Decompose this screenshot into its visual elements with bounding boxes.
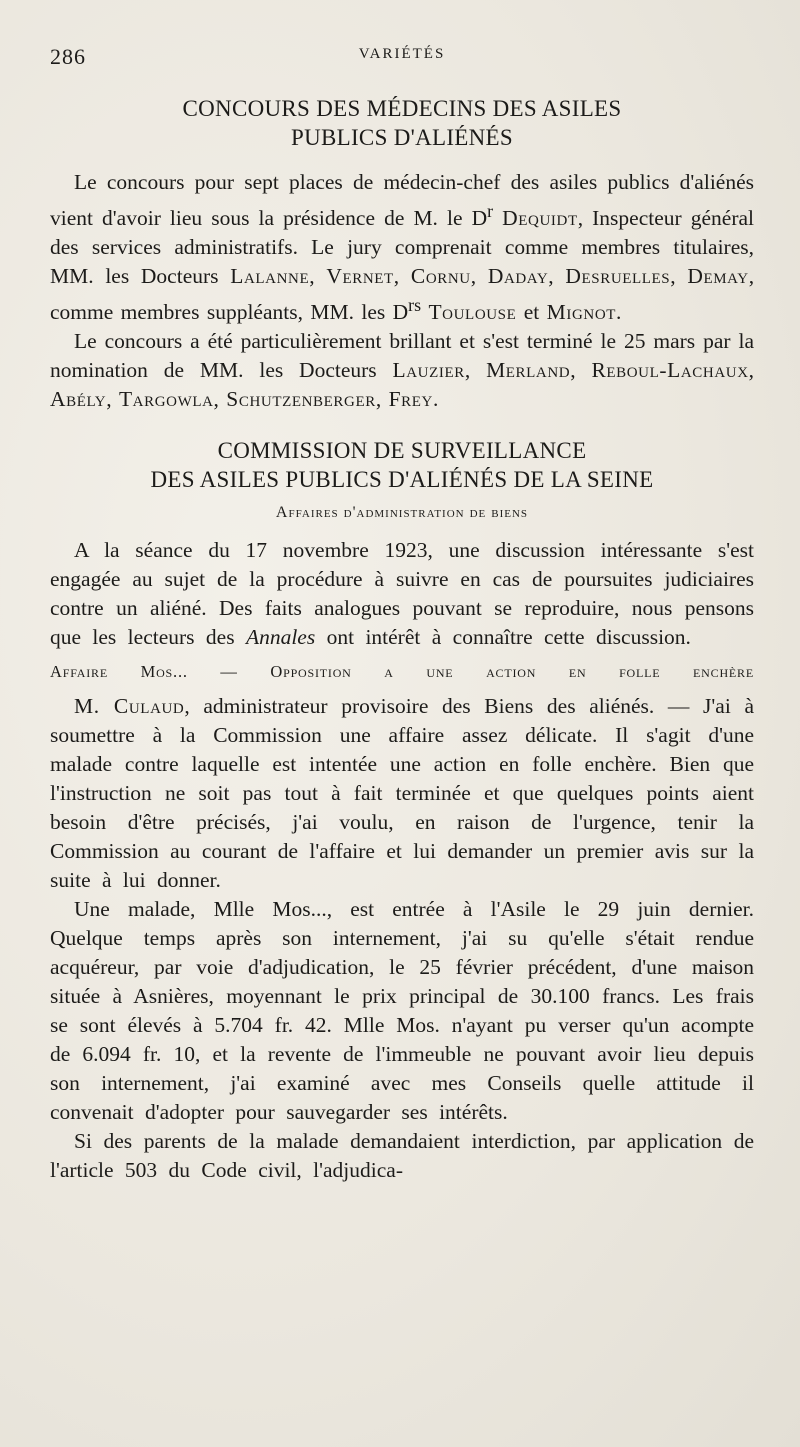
person-name: Desruelles [565, 264, 671, 289]
person-name: Targowla [118, 387, 214, 412]
person-name: Lalanne [230, 264, 310, 289]
page-number: 286 [50, 44, 86, 69]
paragraph-concours-result: Le concours a été particulièrement brillant et s'est terminé le 25 mars par la nomination de MM. les Docteurs Lauzier, Merland, Reboul-Lachaux, Abély, Targowla, Schutzenberger, Frey. [50, 329, 755, 412]
paragraph-culaud: M. Culaud, administrateur provisoire des Biens des aliénés. — J'ai à soumettre à la Commission une affaire assez délicate. Il s'agit d'une malade contre laquelle est intentée une action en folle enchère. Bien que l'instruction ne soit pas tout à fait terminée et que quelques points aient besoin d'être précisés, j'ai voulu, en raison de l'urgence, tenir la Commission au courant de l'affaire et lui demander un premier avis sur la suite à lui donner. [50, 694, 754, 893]
section-title-line: DES ASILES PUBLICS D'ALIÉNÉS DE LA SEINE [150, 467, 654, 493]
affaire-heading: Affaire Mos... — Opposition a une action en folle enchère [50, 662, 754, 682]
person-name: Demay [687, 264, 749, 289]
paragraph-malade: Une malade, Mlle Mos..., est entrée à l'Asile le 29 juin dernier. Quelque temps après son internement, j'ai su qu'elle s'était rendue acquéreur, par voie d'adjudication, le 25 février précédent, d'une maison située à Asnières, moyennant le prix principal de 30.100 francs. Les frais se sont élevés à 5.704 fr. 42. Mlle Mos. n'ayant pu verser qu'un acompte de 6.094 fr. 10, et la revente de l'immeuble ne pouvant avoir lieu depuis son internement, j'ai examiné avec mes Conseils quelle attitude il convenait d'adopter pour sauvegarder ses intérêts. [50, 897, 754, 1125]
person-name: Toulouse [428, 300, 517, 325]
person-name: Schutzenberger [226, 387, 376, 412]
person-name: Vernet [326, 264, 394, 289]
section-title-line: PUBLICS D'ALIÉNÉS [290, 125, 513, 150]
paragraph-seance: A la séance du 17 novembre 1923, une discussion intéressante s'est engagée au sujet de la procédure à suivre en cas de poursuites judiciaires contre un aliéné. Des faits analogues pouvant se reproduire, nous pensons que les lecteurs des Annales ont intérêt à connaître cette discussion. [50, 538, 754, 650]
speaker-name: M. Culaud [74, 694, 185, 719]
person-name: Dequidt [502, 206, 578, 231]
running-title: VARIÉTÉS [358, 46, 446, 62]
person-name: Reboul-Lachaux [591, 358, 749, 383]
person-name: Mignot [546, 300, 617, 325]
section-title-line: CONCOURS DES MÉDECINS DES ASILES [182, 96, 622, 121]
superscript: r [487, 201, 494, 221]
person-name: Frey [388, 387, 433, 412]
person-name: Cornu [410, 264, 471, 289]
person-name: Merland [486, 358, 571, 383]
section-subtitle: Affaires d'administration de biens [275, 504, 529, 522]
section-title-commission [50, 436, 754, 494]
person-name: Lauzier [392, 358, 465, 383]
paragraph-parents: Si des parents de la malade demandaient interdiction, par application de l'article 503 du Code civil, l'adjudica- [50, 1129, 754, 1183]
superscript: rs [408, 295, 422, 316]
person-name: Daday [487, 264, 549, 289]
running-head [50, 38, 754, 78]
person-name: Abély [50, 387, 107, 412]
journal-title: Annales [245, 625, 316, 650]
section-title-line: COMMISSION DE SURVEILLANCE [217, 438, 587, 464]
paragraph-concours-jury: Le concours pour sept places de médecin-chef des asiles publics d'aliénés vient d'avoir lieu sous la présidence de M. le $D^r$ Dequidt, Inspecteur général des services administratifs. Le jury comprenait comme membres titulaires, MM. les Docteurs Lalanne, Vernet, Cornu, Daday, Desruelles, Demay, comme membres suppléants, MM. les $D^{rs}$ Toulouse et Mignot. [50, 170, 755, 325]
section-title-concours [50, 94, 754, 152]
